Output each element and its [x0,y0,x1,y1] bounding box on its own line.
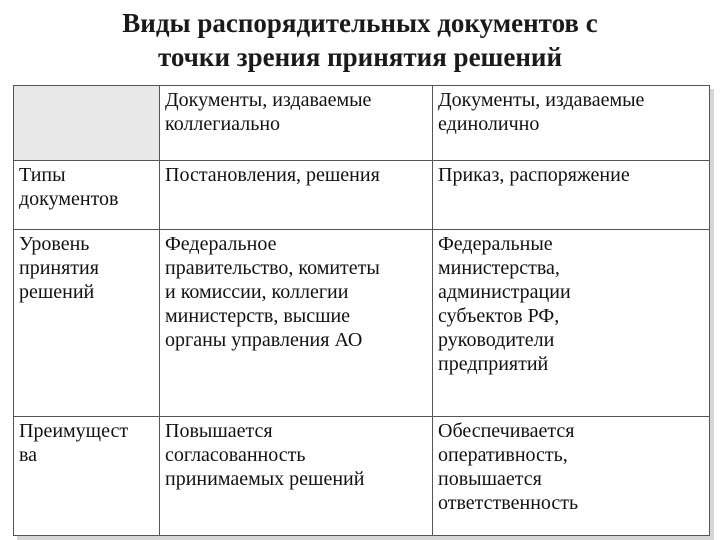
row-label-cell [14,230,160,417]
slide-title [0,6,720,74]
slide-title-line-2: точки зрения принятия решений [157,42,563,72]
cell-line: оперативность, [438,444,568,466]
cell-line: руководители [438,329,555,351]
row-label-line: ва [19,444,38,466]
cell-line: Приказ, распоряжение [438,164,630,186]
cell-line: согласованность [165,444,306,466]
cell-line: и комиссии, коллегии [165,281,349,303]
cell-line: предприятий [438,353,549,375]
cell-line: ответственность [438,492,579,514]
row-label-cell [14,417,160,536]
row-label-line: документов [19,188,119,210]
documents-table [13,85,710,536]
header-sole-line: Документы, издаваемые [438,89,645,111]
header-collegial-cell [160,86,433,161]
table-row-advantages [14,417,710,536]
cell-line: министерства, [438,257,560,279]
header-collegial-line: Документы, издаваемые [165,89,372,111]
collegial-cell [160,417,433,536]
table-row-decision-level [14,230,710,417]
collegial-cell [160,230,433,417]
cell-line: повышается [438,468,542,490]
cell-line: администрации [438,281,571,303]
slide-title-line-1: Виды распорядительных документов с [122,8,598,38]
table-header-row [14,86,710,161]
cell-line: субъектов РФ, [438,305,560,327]
sole-cell [433,230,710,417]
table-row-document-types [14,161,710,230]
header-collegial-line: коллегиально [165,113,281,135]
row-label-line: Типы [19,164,66,186]
cell-line: Федеральные [438,233,553,255]
cell-line: правительство, комитеты [165,257,380,279]
row-label-line: Преимущест [19,420,129,442]
cell-line: принимаемых решений [165,468,365,490]
table-corner-cell [14,86,160,161]
row-label-line: принятия [19,257,99,279]
cell-line: Постановления, решения [165,164,380,186]
header-sole-cell [433,86,710,161]
collegial-cell [160,161,433,230]
row-label-cell [14,161,160,230]
cell-line: Повышается [165,420,273,442]
cell-line: органы управления АО [165,329,363,351]
header-sole-line: единолично [438,113,540,135]
cell-line: Федеральное [165,233,277,255]
cell-line: министерств, высшие [165,305,351,327]
sole-cell [433,161,710,230]
cell-line: Обеспечивается [438,420,575,442]
sole-cell [433,417,710,536]
row-label-line: Уровень [19,233,90,255]
row-label-line: решений [19,281,95,303]
